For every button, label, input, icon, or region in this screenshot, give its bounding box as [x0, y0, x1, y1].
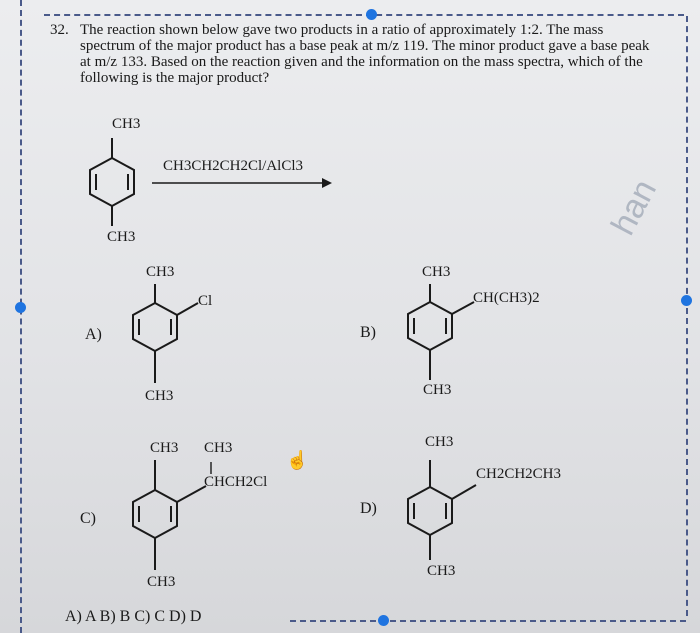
option-c-side-top: CH3	[204, 440, 233, 456]
option-b-letter: B)	[360, 324, 376, 341]
option-a-top: CH3	[146, 264, 175, 280]
reactant-bottom-substituent: CH3	[107, 229, 136, 245]
watermark-text: han	[603, 173, 665, 242]
hand-pointer-icon: ☝	[286, 450, 309, 470]
option-b-top: CH3	[422, 264, 451, 280]
option-d-side: CH2CH2CH3	[476, 466, 562, 482]
option-a-bottom: CH3	[145, 388, 174, 404]
answer-choices: A) A B) B C) C D) D	[65, 608, 202, 625]
option-b-bottom: CH3	[423, 382, 452, 398]
question-text: The reaction shown below gave two products in a ratio of approximately 1:2. The mass spectrum of the major product has a base peak at m/z 119. The minor product gave a base peak at m/z 133. Based on the reaction given and the information on the mass spectra, which of the following is the major product?	[80, 22, 650, 86]
option-c-side: CHCH2Cl	[204, 474, 268, 490]
option-c-letter: C)	[80, 510, 96, 527]
question-number: 32.	[50, 22, 69, 38]
option-a-side: Cl	[198, 293, 213, 309]
option-d-bottom: CH3	[427, 563, 456, 579]
option-d-top: CH3	[425, 434, 454, 450]
reagent-label: CH3CH2CH2Cl/AlCl3	[163, 158, 304, 174]
arrow-head	[322, 178, 332, 188]
option-a-letter: A)	[85, 326, 102, 343]
reactant-top-substituent: CH3	[112, 116, 141, 132]
option-c-top: CH3	[150, 440, 179, 456]
option-d-letter: D)	[360, 500, 377, 517]
option-c-bottom: CH3	[147, 574, 176, 590]
option-b-side: CH(CH3)2	[473, 290, 540, 306]
